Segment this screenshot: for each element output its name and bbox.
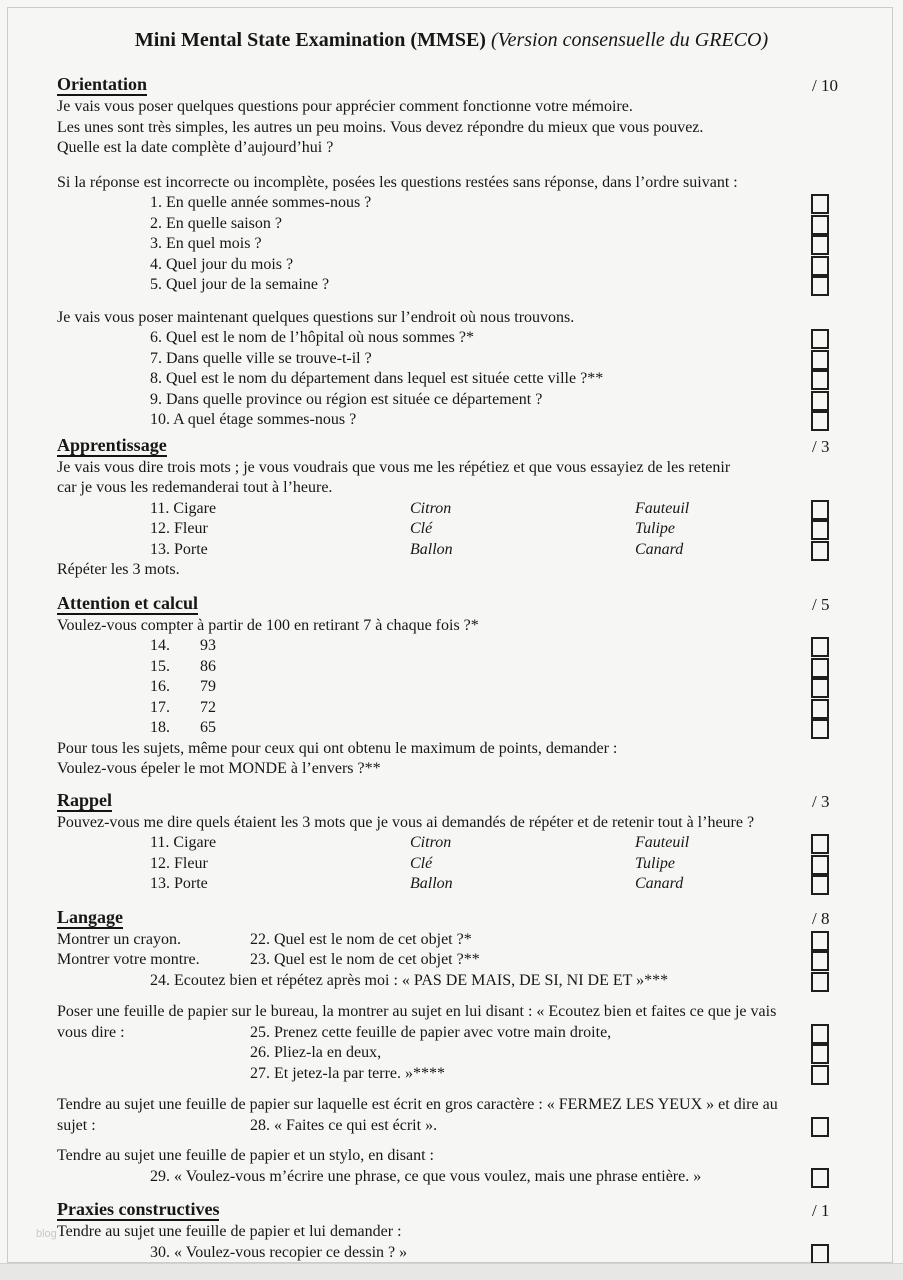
question-row: [0, 1064, 903, 1085]
question-row: [0, 255, 903, 276]
word-alt1: Ballon: [410, 875, 453, 892]
checkbox-q11[interactable]: [811, 500, 829, 520]
intro-text: car je vous les redemanderai tout à l’heure.: [57, 479, 333, 496]
question-text: 8. Quel est le nom du département dans lequel est située cette ville ?**: [150, 370, 604, 387]
question-row: [0, 410, 903, 431]
word-alt2: Canard: [635, 875, 684, 892]
examiner-action: Montrer votre montre.: [57, 951, 200, 968]
checkbox-q12[interactable]: [811, 520, 829, 540]
section-heading: Langage: [57, 906, 124, 927]
calc-value: 86: [200, 657, 216, 675]
naming-row: [0, 930, 903, 951]
word-alt1: Clé: [410, 854, 433, 872]
section-orientation: [0, 74, 903, 431]
word-item: 11. Cigare: [150, 834, 217, 851]
calc-value: 72: [200, 698, 216, 716]
checkbox-q9[interactable]: [811, 391, 829, 411]
apprentissage-heading-row: [0, 435, 903, 458]
question-text: 6. Quel est le nom de l’hôpital où nous sommes ?*: [150, 329, 474, 346]
checkbox-q25[interactable]: [811, 1024, 829, 1044]
word-item: 13. Porte: [150, 875, 208, 892]
question-text: 7. Dans quelle ville se trouve-t-il ?: [150, 349, 372, 367]
checkbox-q24[interactable]: [811, 972, 829, 992]
calc-row: [0, 718, 903, 739]
checkbox-q14[interactable]: [811, 637, 829, 657]
word-item: 13. Porte: [150, 540, 208, 558]
checkbox-q22[interactable]: [811, 931, 829, 951]
question-row: [0, 349, 903, 370]
question-row: [0, 369, 903, 390]
question-text: 4. Quel jour du mois ?: [150, 255, 294, 273]
question-text: 22. Quel est le nom de cet objet ?*: [250, 930, 472, 948]
question-row: [0, 390, 903, 411]
paper-row: [0, 1023, 903, 1044]
section-heading: Praxies constructives: [57, 1199, 220, 1219]
word-item: 11. Cigare: [150, 499, 217, 517]
section-heading: Orientation: [57, 74, 147, 94]
rappel-heading-row: [0, 790, 903, 813]
word-alt2: Fauteuil: [635, 834, 690, 851]
question-text: 1. En quelle année sommes-nous ?: [150, 194, 372, 211]
calc-row: [0, 657, 903, 678]
intro-text: Voulez-vous compter à partir de 100 en retirant 7 à chaque fois ?*: [57, 616, 479, 634]
checkbox-q7[interactable]: [811, 350, 829, 370]
attention-heading-row: [0, 593, 903, 616]
question-row: [0, 193, 903, 214]
naming-row: [0, 950, 903, 971]
section-score: / 5: [812, 594, 830, 614]
question-text: 30. « Voulez-vous recopier ce dessin ? »: [150, 1243, 408, 1261]
checkbox-q26[interactable]: [811, 1044, 829, 1064]
question-row: [0, 1243, 903, 1264]
eyes-row: [0, 1116, 903, 1137]
section-score: / 1: [812, 1201, 830, 1220]
question-text: 2. En quelle saison ?: [150, 214, 282, 232]
calc-row: [0, 636, 903, 657]
question-row: [0, 275, 903, 296]
calc-number: 17.: [150, 698, 170, 716]
section-heading: Rappel: [57, 789, 113, 810]
word-item: 12. Fleur: [150, 520, 208, 537]
section-attention-calcul: [0, 593, 903, 780]
word-row: [0, 499, 903, 520]
section-score: / 8: [812, 908, 830, 928]
section-apprentissage: [0, 435, 903, 581]
checkbox-q23[interactable]: [811, 951, 829, 971]
instruction-text: sujet :: [57, 1116, 96, 1134]
checkbox-rappel-q11[interactable]: [811, 834, 829, 854]
praxies-heading-row: [0, 1199, 903, 1222]
instruction-text: Tendre au sujet une feuille de papier sur laquelle est écrit en gros caractère : « FERMEZ LES YEUX » et dire au: [57, 1096, 778, 1113]
question-text: 29. « Voulez-vous m’écrire une phrase, ce que vous voulez, mais une phrase entière. »: [150, 1167, 702, 1185]
section-rappel: [0, 790, 903, 895]
question-row: [0, 1043, 903, 1064]
checkbox-q10[interactable]: [811, 411, 829, 431]
document-title: [0, 0, 903, 54]
calc-number: 14.: [150, 637, 170, 654]
section-score: / 3: [812, 791, 830, 811]
scan-edge: [0, 1263, 903, 1280]
checkbox-q2[interactable]: [811, 215, 829, 235]
word-row: [0, 854, 903, 875]
checkbox-q18[interactable]: [811, 719, 829, 739]
checkbox-q4[interactable]: [811, 256, 829, 276]
checkbox-q17[interactable]: [811, 699, 829, 719]
instruction-text: Poser une feuille de papier sur le bureau, la montrer au sujet en lui disant : « Ecoutez bien et faites ce que je vais: [57, 1003, 777, 1020]
calc-row: [0, 698, 903, 719]
instruction-text: Si la réponse est incorrecte ou incomplète, posées les questions restées sans réponse, dans l’ordre suivant :: [57, 173, 738, 191]
question-row: [0, 234, 903, 255]
question-row: [0, 971, 903, 992]
checkbox-q1[interactable]: [811, 194, 829, 214]
question-text: 26. Pliez-la en deux,: [250, 1044, 382, 1061]
instruction-text: Je vais vous poser maintenant quelques questions sur l’endroit où nous trouvons.: [57, 308, 575, 326]
section-score: / 3: [812, 436, 830, 456]
checkbox-q3[interactable]: [811, 235, 829, 255]
word-alt2: Tulipe: [635, 854, 676, 872]
checkbox-q13[interactable]: [811, 541, 829, 561]
intro-text: Pouvez-vous me dire quels étaient les 3 mots que je vous ai demandés de répéter et de retenir tout à l’heure ?: [57, 813, 755, 831]
section-praxies: [0, 1199, 903, 1263]
question-row: [0, 328, 903, 349]
question-text: 24. Ecoutez bien et répétez après moi : « PAS DE MAIS, DE SI, NI DE ET »***: [150, 971, 669, 989]
checkbox-q27[interactable]: [811, 1065, 829, 1085]
checkbox-rappel-q12[interactable]: [811, 855, 829, 875]
question-text: 25. Prenez cette feuille de papier avec votre main droite,: [250, 1023, 612, 1041]
word-alt2: Tulipe: [635, 520, 676, 537]
question-text: 23. Quel est le nom de cet objet ?**: [250, 951, 480, 968]
word-alt2: Fauteuil: [635, 499, 690, 517]
instruction-text: Voulez-vous épeler le mot MONDE à l’envers ?**: [57, 760, 381, 777]
orientation-heading-row: [0, 74, 903, 97]
word-item: 12. Fleur: [150, 854, 208, 872]
intro-text: Les unes sont très simples, les autres un peu moins. Vous devez répondre du mieux que vous pouvez.: [57, 118, 704, 136]
checkbox-q30[interactable]: [811, 1244, 829, 1264]
word-row: [0, 540, 903, 561]
calc-number: 16.: [150, 678, 170, 695]
intro-text: Je vais vous poser quelques questions pour apprécier comment fonctionne votre mémoire.: [57, 98, 633, 115]
question-row: [0, 214, 903, 235]
instruction-text: vous dire :: [57, 1023, 125, 1041]
checkbox-q8[interactable]: [811, 370, 829, 390]
calc-value: 93: [200, 637, 216, 654]
word-row: [0, 874, 903, 895]
question-text: 5. Quel jour de la semaine ?: [150, 276, 330, 293]
calc-row: [0, 677, 903, 698]
intro-text: Je vais vous dire trois mots ; je vous voudrais que vous me les répétiez et que vous essayiez de les retenir: [57, 458, 731, 476]
checkbox-q15[interactable]: [811, 658, 829, 678]
checkbox-q28[interactable]: [811, 1117, 829, 1137]
question-text: 28. « Faites ce qui est écrit ».: [250, 1116, 438, 1134]
title-subtitle: (Version consensuelle du GRECO): [485, 29, 769, 51]
question-text: 3. En quel mois ?: [150, 235, 262, 252]
word-row: [0, 519, 903, 540]
question-text: 9. Dans quelle province ou région est située ce département ?: [150, 390, 543, 408]
examiner-action: Montrer un crayon.: [57, 930, 181, 948]
intro-text: Tendre au sujet une feuille de papier et lui demander :: [57, 1223, 402, 1240]
section-heading: Attention et calcul: [57, 592, 198, 613]
instruction-text: Pour tous les sujets, même pour ceux qui ont obtenu le maximum de points, demander :: [57, 739, 618, 757]
question-row: [0, 1167, 903, 1188]
question-text: 27. Et jetez-la par terre. »****: [250, 1064, 446, 1082]
word-alt2: Canard: [635, 540, 684, 558]
word-alt1: Citron: [410, 499, 452, 517]
calc-number: 18.: [150, 719, 170, 736]
instruction-text: Répéter les 3 mots.: [57, 561, 180, 578]
section-score: / 10: [812, 76, 838, 95]
checkbox-q5[interactable]: [811, 276, 829, 296]
calc-value: 65: [200, 719, 216, 736]
watermark: blog: [36, 1228, 57, 1240]
checkbox-q16[interactable]: [811, 678, 829, 698]
instruction-text: Tendre au sujet une feuille de papier et un stylo, en disant :: [57, 1147, 434, 1164]
calc-value: 79: [200, 678, 216, 695]
intro-text: Quelle est la date complète d’aujourd’hui ?: [57, 139, 334, 156]
word-alt1: Ballon: [410, 540, 453, 558]
word-alt1: Citron: [410, 834, 452, 851]
word-row: [0, 833, 903, 854]
title-main: Mini Mental State Examination (MMSE): [134, 29, 486, 51]
section-langage: [0, 907, 903, 1188]
question-text: 10. A quel étage sommes-nous ?: [150, 411, 357, 428]
checkbox-q29[interactable]: [811, 1168, 829, 1188]
calc-number: 15.: [150, 657, 170, 675]
checkbox-q6[interactable]: [811, 329, 829, 349]
checkbox-rappel-q13[interactable]: [811, 875, 829, 895]
word-alt1: Clé: [410, 520, 433, 537]
langage-heading-row: [0, 907, 903, 930]
section-heading: Apprentissage: [57, 434, 167, 455]
